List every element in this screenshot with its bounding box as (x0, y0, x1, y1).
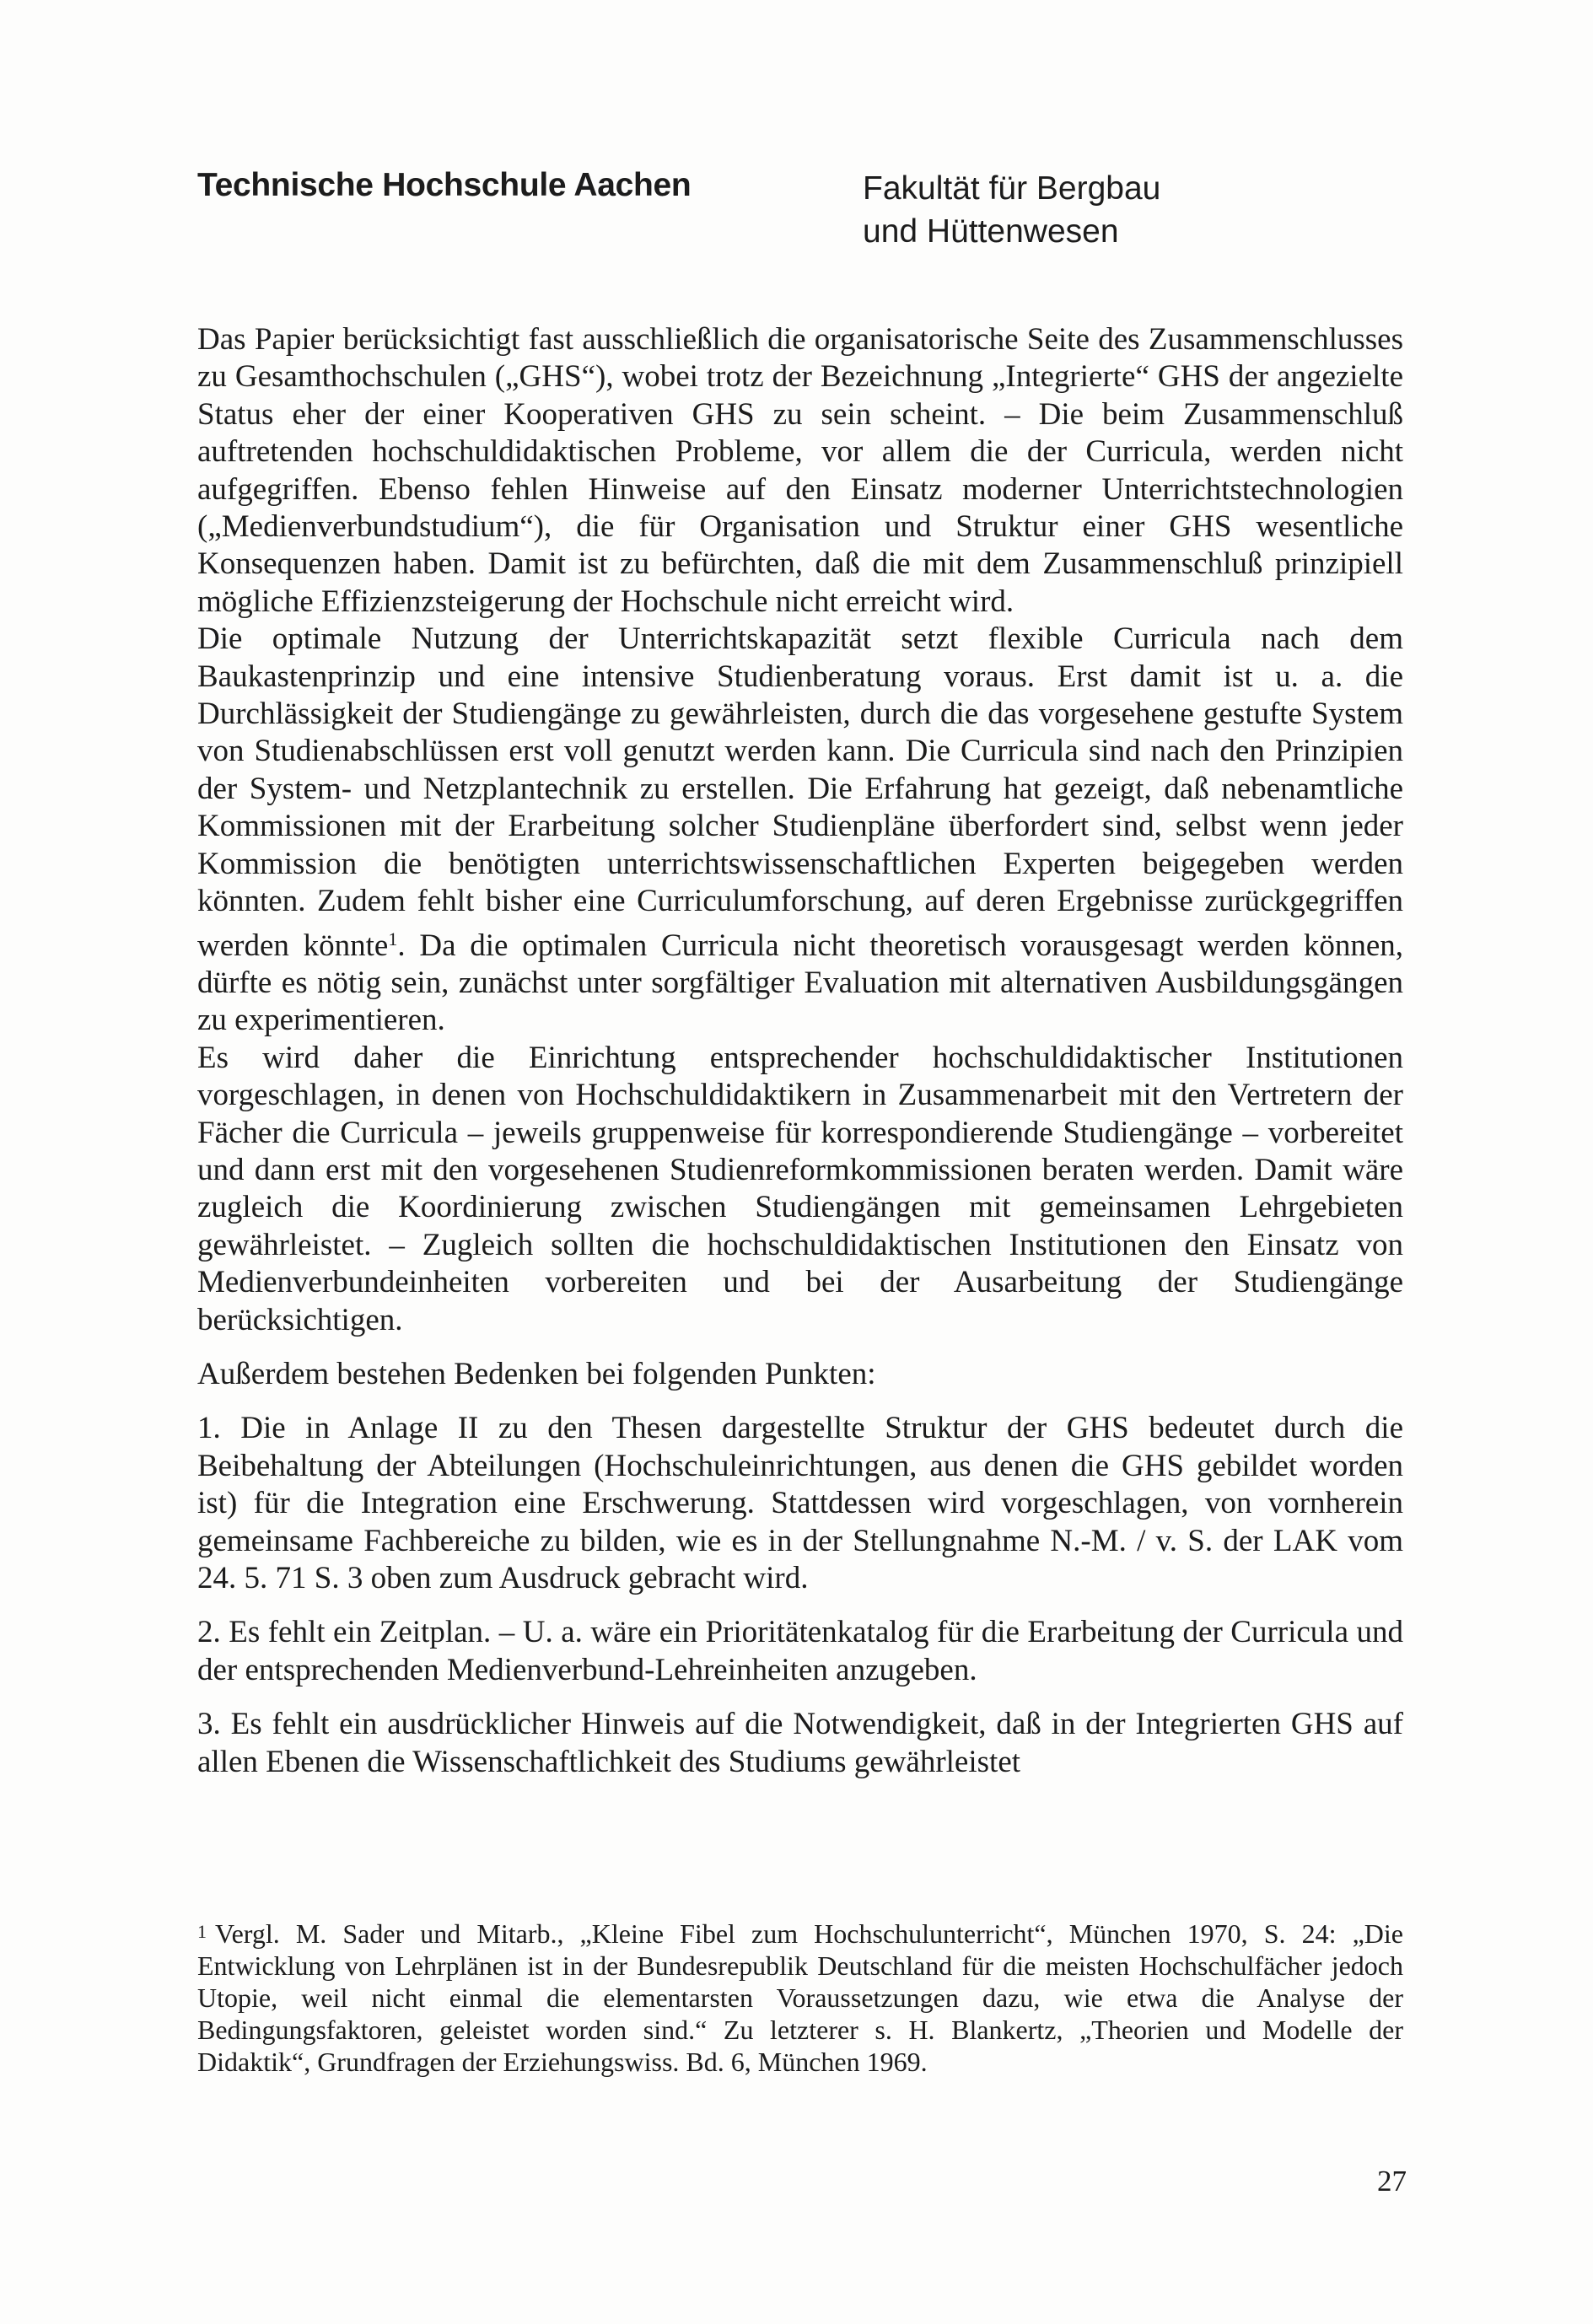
main-body (197, 321, 1403, 1781)
points-intro: Außerdem bestehen Bedenken bei folgenden Punkten: (197, 1356, 876, 1391)
footnote-text: Vergl. M. Sader und Mitarb., „Kleine Fibel zum Hochschulunterricht“, München 1970, S. 24: „Die Entwicklung von Lehrplänen ist in der Bundesrepublik Deutschland für die meisten Hochschulfächer jedoch Utopie, weil nicht einmal die elementarsten Voraussetzungen dazu, wie etwa die Analyse der Bedingungsfaktoren, geleistet worden sind.“ Zu letzterer s. H. Blankertz, „Theorien und Modelle der Didaktik“, Grundfragen der Erziehungswiss. Bd. 6, München 1969. (197, 1918, 1403, 2077)
footnote-text-block (197, 1916, 1403, 2078)
point-2: 2. Es fehlt ein Zeitplan. – U. a. wäre ein Prioritätenkatalog für die Erarbeitung der Curricula und der entsprechenden Medienverbund-Lehreinheiten anzugeben. (197, 1615, 1403, 1687)
faculty-heading-line-1: Fakultät für Bergbau (863, 170, 1161, 207)
paragraph-2-end: . Da die optimalen Curricula nicht theoretisch vorausgesagt werden können, dürfte es nötig sein, zunächst unter sorgfältiger Evaluation mit alternativen Ausbildungsgängen zu experimentieren. (197, 928, 1403, 1038)
paragraph-2-text: Die optimale Nutzung der Unterrichtskapazität setzt flexible Curricula nach dem Baukastenprinzip und eine intensive Studienberatung voraus. Erst damit ist u. a. die Durchlässigkeit der Studiengänge zu gewährleisten, durch die das vorgesehene gestufte System von Studienabschlüssen erst voll genutzt werden kann. Die Curricula sind nach den Prinzipien der System- und Netzplantechnik zu erstellen. Die Erfahrung hat gezeigt, daß nebenamtliche Kommissionen mit der Erarbeitung solcher Studienpläne überfordert sind, selbst wenn jeder Kommission die benötigten unterrichtswissenschaftlichen Experten beigegeben werden könnten. Zudem fehlt bisher eine Curriculumforschung, auf deren Ergebnisse zurückgegriffen werden könnte (197, 621, 1403, 963)
point-1: 1. Die in Anlage II zu den Thesen dargestellte Struktur der GHS bedeutet durch die Beibehaltung der Abteilungen (Hochschuleinrichtungen, aus denen die GHS gebildet worden ist) für die Integration eine Erschwerung. Stattdessen wird vorgeschlagen, von vornherein gemeinsame Fachbereiche zu bilden, wie es in der Stellungnahme N.-M. / v. S. der LAK vom 24. 5. 71 S. 3 oben zum Ausdruck gebracht wird. (197, 1411, 1403, 1595)
institution-heading: Technische Hochschule Aachen (197, 167, 692, 203)
page-number: 27 (1377, 2165, 1407, 2198)
footnote-mark: 1 (197, 1921, 207, 1942)
faculty-heading (863, 167, 1160, 253)
footnote-reference: 1 (388, 928, 398, 950)
footnote (197, 1916, 1403, 2078)
faculty-heading-line-2: und Hüttenwesen (863, 213, 1119, 250)
paragraph-1: Das Papier berücksichtigt fast ausschließlich die organisatorische Seite des Zusammenschlusses zu Gesamthochschulen („GHS“), wobei trotz der Bezeichnung „Integrierte“ GHS der angezielte Status eher der einer Kooperativen GHS zu sein scheint. – Die beim Zusammenschluß auftretenden hochschuldidaktischen Probleme, vor allem die der Curricula, werden nicht aufgegriffen. Ebenso fehlen Hinweise auf den Einsatz moderner Unterrichtstechnologien („Medienverbundstudium“), die für Organisation und Struktur einer GHS wesentliche Konsequenzen haben. Damit ist zu befürchten, daß die mit dem Zusammenschluß prinzipiell mögliche Effizienzsteigerung der Hochschule nicht erreicht wird. (197, 322, 1403, 619)
paragraph-2 (197, 621, 1403, 1039)
paragraph-3: Es wird daher die Einrichtung entsprechender hochschuldidaktischer Institutionen vorgeschlagen, in denen von Hochschuldidaktikern in Zusammenarbeit mit den Vertretern der Fächer die Curricula – jeweils gruppenweise für korrespondierende Studiengänge – vorbereitet und dann erst mit den vorgesehenen Studienreformkommissionen beraten werden. Damit wäre zugleich die Koordinierung zwischen Studiengängen mit gemeinsamen Lehrgebieten gewährleistet. – Zugleich sollten die hochschuldidaktischen Institutionen den Einsatz von Medienverbundeinheiten vorbereiten und bei der Ausarbeitung der Studiengänge berücksichtigen. (197, 1040, 1403, 1337)
point-3: 3. Es fehlt ein ausdrücklicher Hinweis auf die Notwendigkeit, daß in der Integrierten GHS auf allen Ebenen die Wissenschaftlichkeit des Studiums gewährleistet (197, 1707, 1403, 1779)
